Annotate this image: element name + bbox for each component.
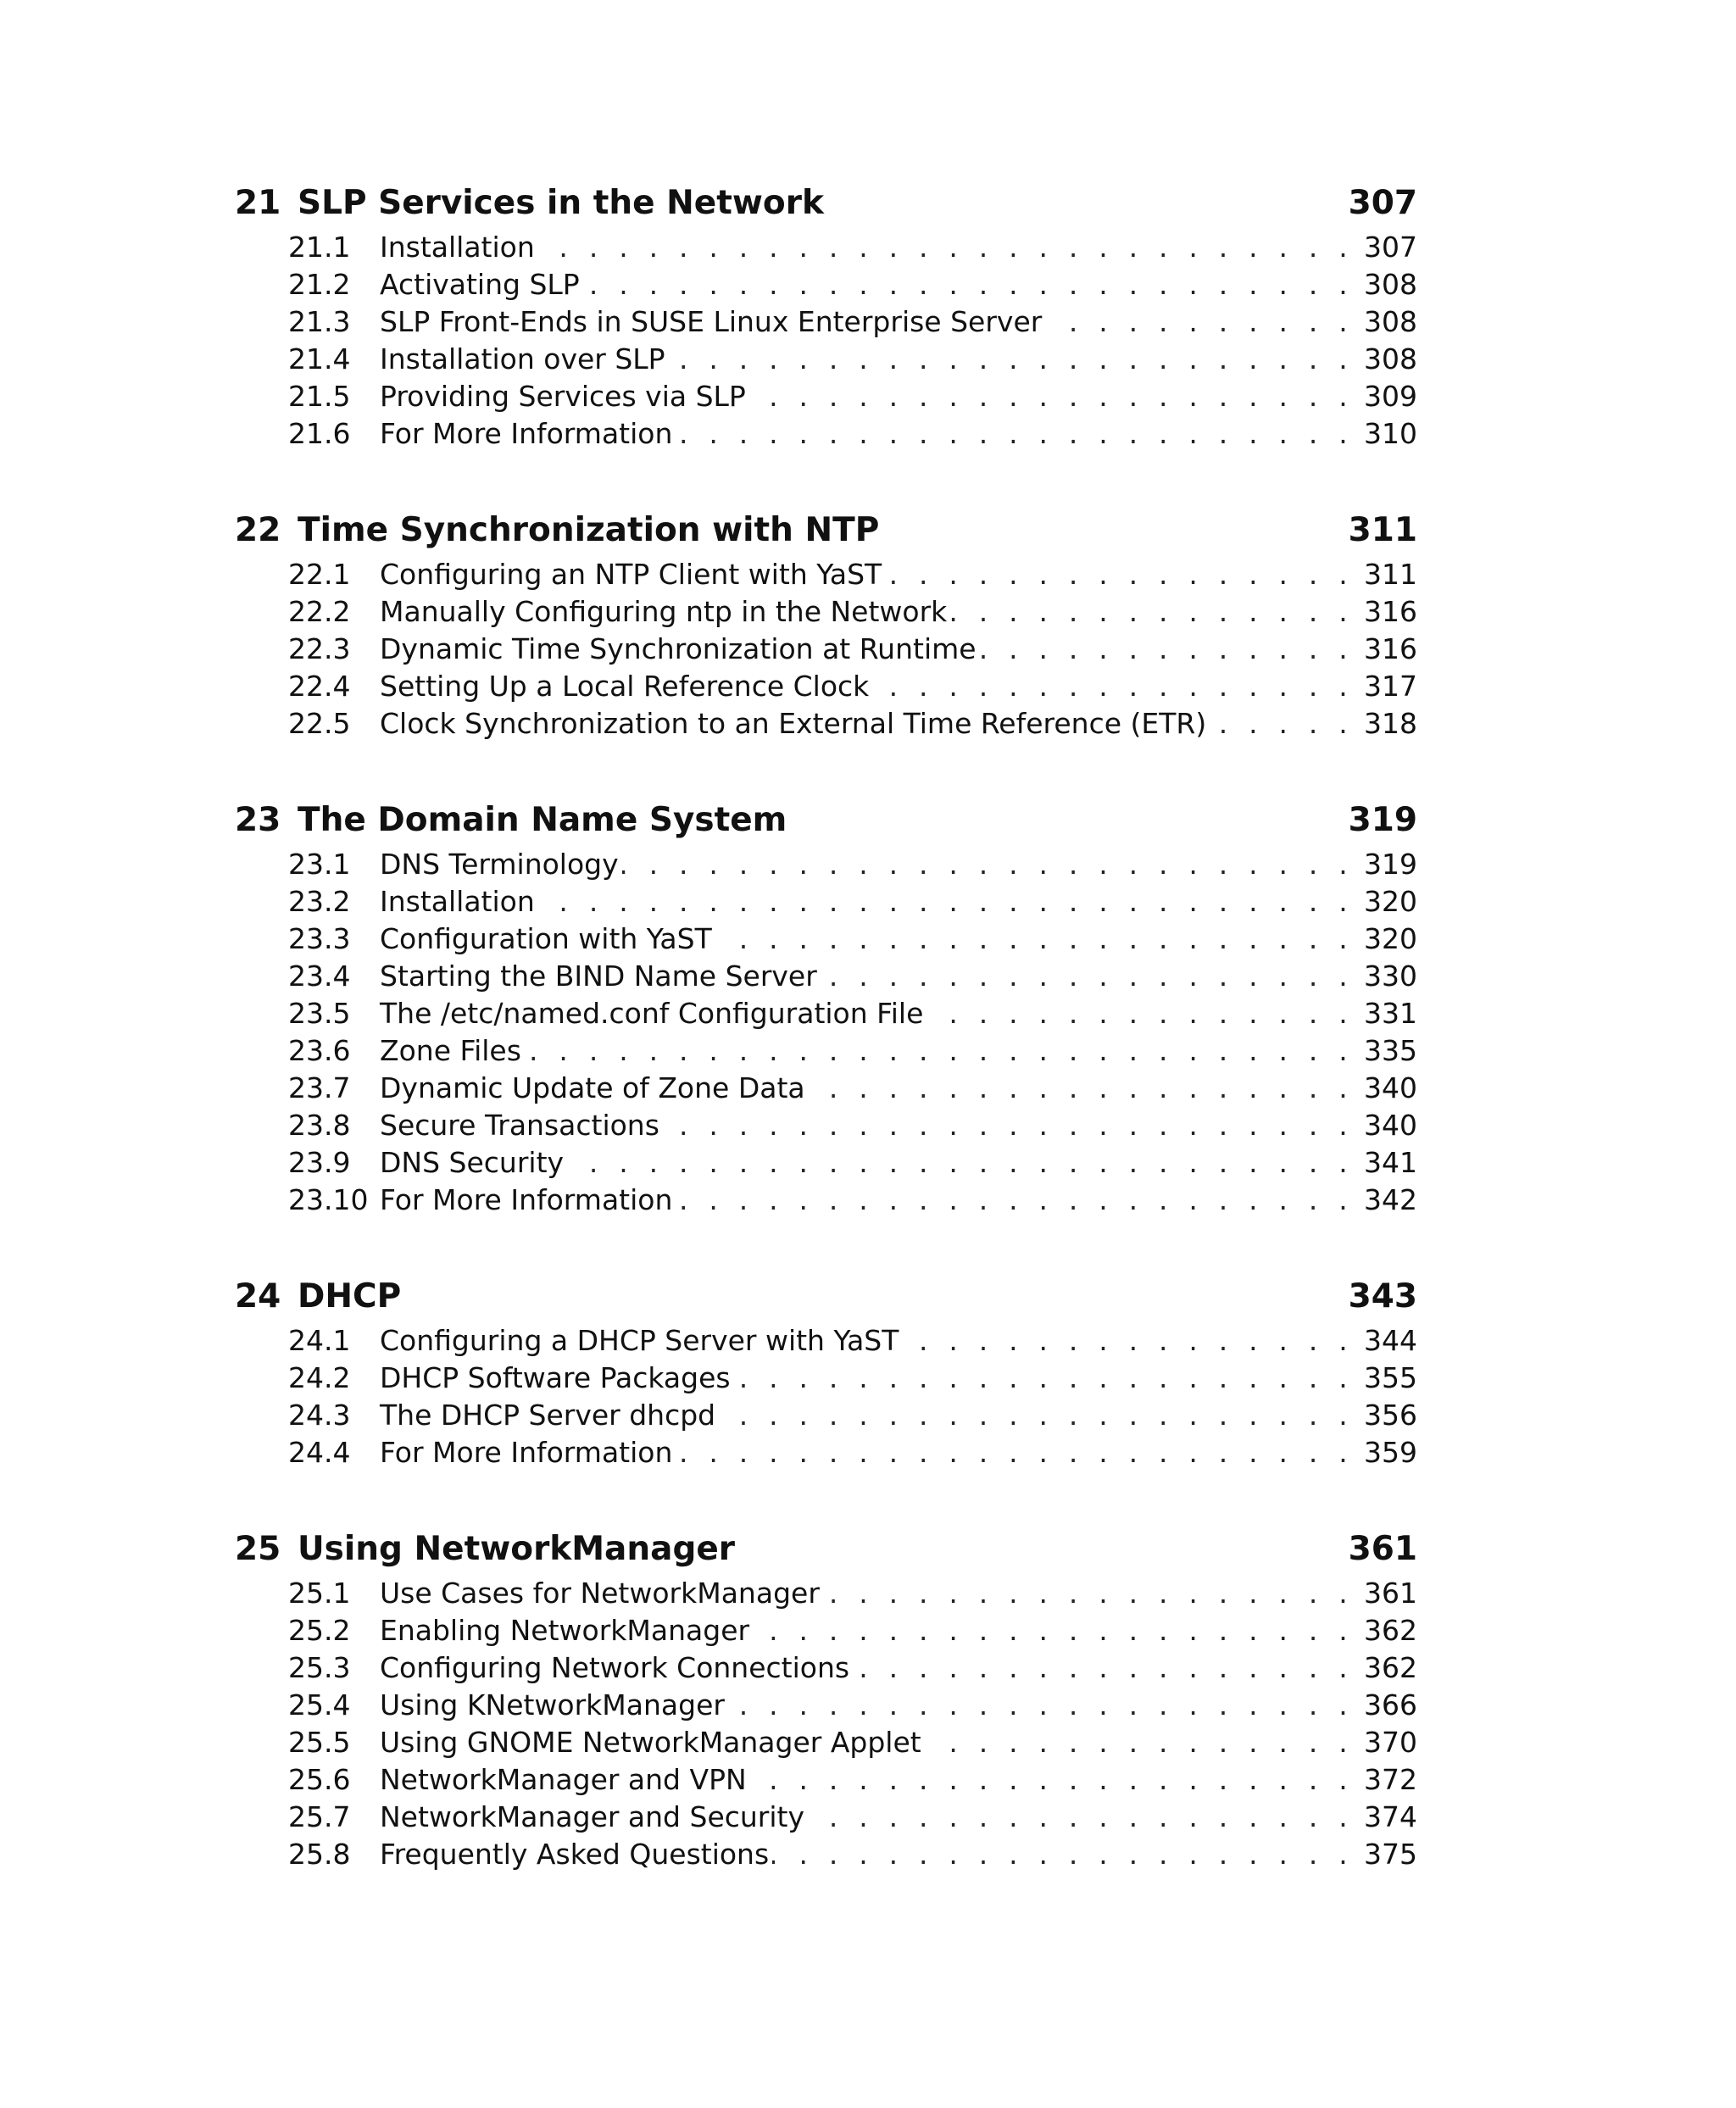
- chapter-heading[interactable]: [235, 1271, 1417, 1322]
- dot-leader: [1045, 303, 1354, 341]
- section-page-number: 375: [1364, 1838, 1417, 1871]
- section-title: Secure Transactions: [380, 1109, 659, 1142]
- section-number: 22.1: [288, 558, 351, 591]
- toc-chapter: [235, 795, 1417, 1219]
- toc-entry[interactable]: [235, 415, 1417, 453]
- chapter-heading[interactable]: [235, 505, 1417, 556]
- dot-leader: [926, 995, 1354, 1032]
- section-page-number: 341: [1364, 1146, 1417, 1179]
- section-number: 21.1: [288, 231, 351, 264]
- section-title: Manually Configuring ntp in the Network: [380, 595, 948, 628]
- section-page-number: 309: [1364, 380, 1417, 413]
- dot-leader: [749, 378, 1354, 415]
- section-page-number: 308: [1364, 342, 1417, 375]
- dot-leader: [772, 1836, 1354, 1873]
- toc-entry[interactable]: [235, 1761, 1417, 1799]
- section-title: Providing Services via SLP: [380, 380, 746, 413]
- toc-entry[interactable]: [235, 1032, 1417, 1070]
- section-number: 24.1: [288, 1324, 351, 1357]
- section-title: Activating SLP: [380, 268, 580, 301]
- dot-leader: [821, 958, 1354, 995]
- toc-chapter: [235, 1271, 1417, 1471]
- section-page-number: 316: [1364, 595, 1417, 628]
- section-title: Configuring Network Connections: [380, 1651, 850, 1684]
- section-title: For More Information: [380, 1183, 673, 1216]
- toc-entry[interactable]: [235, 266, 1417, 303]
- chapter-page-number: 361: [1348, 1530, 1417, 1568]
- section-title: DNS Security: [380, 1146, 565, 1179]
- chapter-number: 24: [235, 1277, 281, 1315]
- section-page-number: 311: [1364, 558, 1417, 591]
- section-number: 23.4: [288, 959, 351, 993]
- dot-leader: [853, 1649, 1354, 1687]
- section-title: Dynamic Time Synchronization at Runtime: [380, 632, 976, 665]
- dot-leader: [753, 1612, 1354, 1649]
- section-page-number: 340: [1364, 1109, 1417, 1142]
- chapter-number: 22: [235, 511, 281, 549]
- section-title: Configuration with YaST: [380, 922, 712, 955]
- toc-entry[interactable]: [235, 1687, 1417, 1724]
- section-number: 23.3: [288, 922, 351, 955]
- dot-leader: [583, 266, 1354, 303]
- section-title: SLP Front-Ends in SUSE Linux Enterprise Server: [380, 305, 1043, 338]
- chapter-title: SLP Services in the Network: [298, 184, 824, 222]
- section-page-number: 370: [1364, 1726, 1417, 1759]
- dot-leader: [669, 341, 1354, 378]
- dot-leader: [750, 1761, 1354, 1799]
- toc-entry[interactable]: [235, 921, 1417, 958]
- section-number: 22.5: [288, 707, 351, 740]
- chapter-page-number: 307: [1348, 184, 1417, 222]
- section-page-number: 355: [1364, 1361, 1417, 1394]
- dot-leader: [950, 593, 1354, 631]
- dot-leader: [719, 1397, 1354, 1434]
- section-number: 21.5: [288, 380, 351, 413]
- dot-leader: [809, 1070, 1354, 1107]
- dot-leader: [538, 229, 1354, 266]
- toc-entry[interactable]: [235, 303, 1417, 341]
- chapter-title: Time Synchronization with NTP: [298, 511, 880, 549]
- chapter-number: 23: [235, 801, 281, 839]
- section-title: Configuring a DHCP Server with YaST: [380, 1324, 899, 1357]
- section-page-number: 359: [1364, 1436, 1417, 1469]
- section-title: Using KNetworkManager: [380, 1688, 725, 1721]
- chapter-title: Using NetworkManager: [298, 1530, 736, 1568]
- section-title: For More Information: [380, 417, 673, 450]
- section-page-number: 307: [1364, 231, 1417, 264]
- dot-leader: [1210, 705, 1354, 743]
- section-number: 24.2: [288, 1361, 351, 1394]
- dot-leader: [525, 1032, 1354, 1070]
- section-number: 23.10: [288, 1183, 369, 1216]
- toc-entry[interactable]: [235, 1070, 1417, 1107]
- toc-entry[interactable]: [235, 1724, 1417, 1761]
- section-page-number: 331: [1364, 997, 1417, 1030]
- section-number: 21.4: [288, 342, 351, 375]
- section-page-number: 335: [1364, 1034, 1417, 1067]
- chapter-number: 21: [235, 184, 281, 222]
- dot-leader: [567, 1144, 1354, 1182]
- chapter-heading[interactable]: [235, 1524, 1417, 1575]
- table-of-contents: [235, 178, 1417, 1926]
- section-title: Dynamic Update of Zone Data: [380, 1071, 805, 1104]
- section-page-number: 374: [1364, 1800, 1417, 1833]
- toc-entry[interactable]: [235, 958, 1417, 995]
- section-page-number: 320: [1364, 885, 1417, 918]
- section-page-number: 344: [1364, 1324, 1417, 1357]
- section-number: 23.1: [288, 848, 351, 881]
- dot-leader: [676, 1182, 1354, 1219]
- toc-entry[interactable]: [235, 1144, 1417, 1182]
- dot-leader: [734, 1360, 1354, 1397]
- toc-entry[interactable]: [235, 1799, 1417, 1836]
- section-page-number: 372: [1364, 1763, 1417, 1796]
- section-number: 25.7: [288, 1800, 351, 1833]
- chapter-title: DHCP: [298, 1277, 402, 1315]
- dot-leader: [715, 921, 1354, 958]
- dot-leader: [622, 846, 1354, 883]
- toc-entry[interactable]: [235, 229, 1417, 266]
- section-page-number: 317: [1364, 670, 1417, 703]
- dot-leader: [808, 1799, 1354, 1836]
- section-number: 23.8: [288, 1109, 351, 1142]
- toc-entry[interactable]: [235, 1434, 1417, 1471]
- section-page-number: 316: [1364, 632, 1417, 665]
- section-title: Using GNOME NetworkManager Applet: [380, 1726, 921, 1759]
- section-page-number: 318: [1364, 707, 1417, 740]
- section-title: Clock Synchronization to an External Time Reference (ETR): [380, 707, 1207, 740]
- toc-entry[interactable]: [235, 1612, 1417, 1649]
- dot-leader: [676, 1434, 1354, 1471]
- dot-leader: [902, 1322, 1354, 1360]
- toc-entry[interactable]: [235, 378, 1417, 415]
- toc-chapter: [235, 178, 1417, 453]
- chapter-page-number: 343: [1348, 1277, 1417, 1315]
- section-number: 25.3: [288, 1651, 351, 1684]
- section-title: Enabling NetworkManager: [380, 1614, 750, 1647]
- section-number: 23.6: [288, 1034, 351, 1067]
- chapter-title: The Domain Name System: [298, 801, 787, 839]
- dot-leader: [676, 415, 1354, 453]
- section-page-number: 356: [1364, 1399, 1417, 1432]
- section-page-number: 330: [1364, 959, 1417, 993]
- toc-entry[interactable]: [235, 341, 1417, 378]
- toc-chapter: [235, 505, 1417, 743]
- section-number: 25.5: [288, 1726, 351, 1759]
- chapter-page-number: 319: [1348, 801, 1417, 839]
- section-page-number: 342: [1364, 1183, 1417, 1216]
- section-title: For More Information: [380, 1436, 673, 1469]
- section-title: Zone Files: [380, 1034, 521, 1067]
- section-number: 25.8: [288, 1838, 351, 1871]
- chapter-page-number: 311: [1348, 511, 1417, 549]
- section-page-number: 340: [1364, 1071, 1417, 1104]
- section-number: 21.2: [288, 268, 351, 301]
- toc-entry[interactable]: [235, 593, 1417, 631]
- toc-entry[interactable]: [235, 1649, 1417, 1687]
- section-number: 22.2: [288, 595, 351, 628]
- section-title: DNS Terminology: [380, 848, 619, 881]
- dot-leader: [538, 883, 1354, 921]
- dot-leader: [980, 631, 1354, 668]
- toc-entry[interactable]: [235, 668, 1417, 705]
- toc-entry[interactable]: [235, 846, 1417, 883]
- dot-leader: [823, 1575, 1354, 1612]
- section-page-number: 310: [1364, 417, 1417, 450]
- chapter-number: 25: [235, 1530, 281, 1568]
- section-number: 22.4: [288, 670, 351, 703]
- section-title: DHCP Software Packages: [380, 1361, 731, 1394]
- section-page-number: 361: [1364, 1577, 1417, 1610]
- section-title: Installation: [380, 885, 535, 918]
- section-number: 23.7: [288, 1071, 351, 1104]
- section-number: 25.1: [288, 1577, 351, 1610]
- section-number: 24.4: [288, 1436, 351, 1469]
- section-page-number: 366: [1364, 1688, 1417, 1721]
- chapter-heading[interactable]: [235, 178, 1417, 229]
- section-page-number: 308: [1364, 305, 1417, 338]
- section-title: NetworkManager and VPN: [380, 1763, 747, 1796]
- section-title: Installation over SLP: [380, 342, 665, 375]
- toc-entry[interactable]: [235, 883, 1417, 921]
- toc-entry[interactable]: [235, 556, 1417, 593]
- section-title: Starting the BIND Name Server: [380, 959, 817, 993]
- section-number: 23.5: [288, 997, 351, 1030]
- section-number: 23.9: [288, 1146, 351, 1179]
- section-page-number: 362: [1364, 1614, 1417, 1647]
- section-number: 24.3: [288, 1399, 351, 1432]
- dot-leader: [728, 1687, 1354, 1724]
- toc-entry[interactable]: [235, 1182, 1417, 1219]
- section-page-number: 308: [1364, 268, 1417, 301]
- section-number: 21.6: [288, 417, 351, 450]
- toc-entry[interactable]: [235, 995, 1417, 1032]
- section-title: NetworkManager and Security: [380, 1800, 805, 1833]
- section-title: Frequently Asked Questions: [380, 1838, 770, 1871]
- toc-entry[interactable]: [235, 1397, 1417, 1434]
- toc-entry[interactable]: [235, 1107, 1417, 1144]
- toc-chapter: [235, 1524, 1417, 1873]
- section-number: 21.3: [288, 305, 351, 338]
- dot-leader: [925, 1724, 1354, 1761]
- section-title: Use Cases for NetworkManager: [380, 1577, 820, 1610]
- section-number: 25.6: [288, 1763, 351, 1796]
- section-number: 25.2: [288, 1614, 351, 1647]
- dot-leader: [872, 668, 1354, 705]
- dot-leader: [663, 1107, 1354, 1144]
- chapter-heading[interactable]: [235, 795, 1417, 846]
- toc-entry[interactable]: [235, 1322, 1417, 1360]
- toc-entry[interactable]: [235, 1360, 1417, 1397]
- toc-entry[interactable]: [235, 705, 1417, 743]
- section-page-number: 362: [1364, 1651, 1417, 1684]
- section-title: Configuring an NTP Client with YaST: [380, 558, 882, 591]
- section-number: 23.2: [288, 885, 351, 918]
- toc-entry[interactable]: [235, 1836, 1417, 1873]
- section-page-number: 320: [1364, 922, 1417, 955]
- section-title: The /etc/named.conf Configuration File: [380, 997, 924, 1030]
- section-page-number: 319: [1364, 848, 1417, 881]
- section-title: Setting Up a Local Reference Clock: [380, 670, 870, 703]
- toc-entry[interactable]: [235, 1575, 1417, 1612]
- dot-leader: [885, 556, 1354, 593]
- toc-entry[interactable]: [235, 631, 1417, 668]
- section-title: Installation: [380, 231, 535, 264]
- section-number: 25.4: [288, 1688, 351, 1721]
- section-title: The DHCP Server dhcpd: [380, 1399, 716, 1432]
- section-number: 22.3: [288, 632, 351, 665]
